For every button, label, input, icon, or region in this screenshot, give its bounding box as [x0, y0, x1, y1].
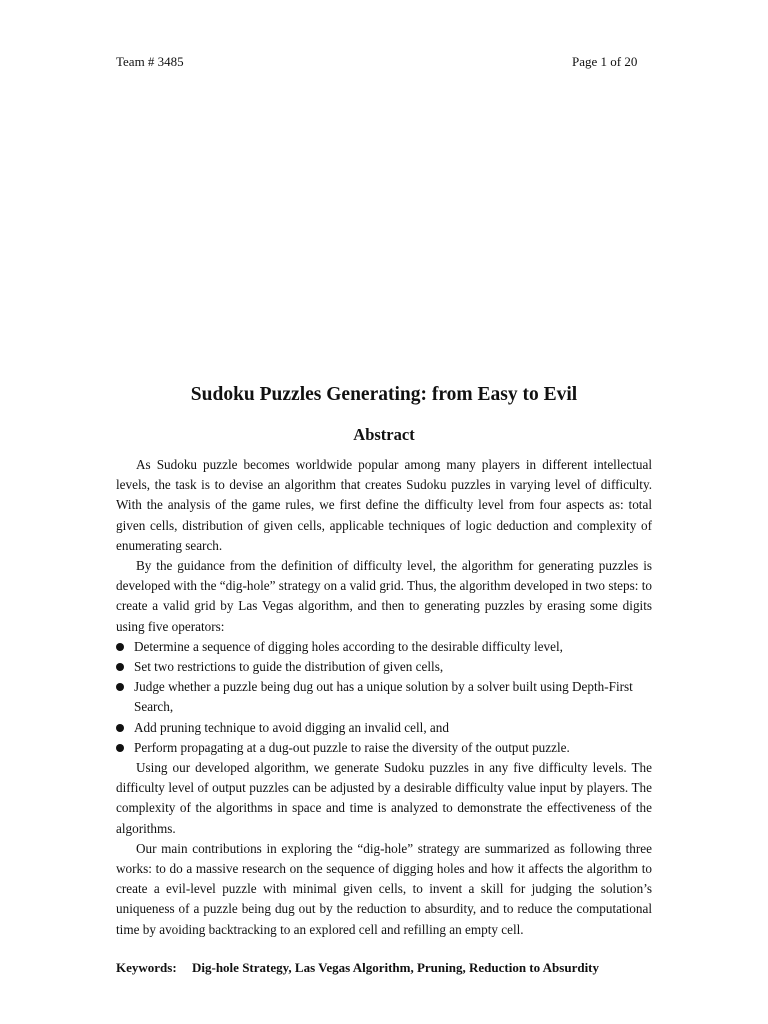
list-item-text: Determine a sequence of digging holes according to the desirable difficulty level, [134, 638, 563, 654]
list-item [116, 677, 652, 717]
keywords-line [116, 959, 599, 977]
abstract-paragraph-1: As Sudoku puzzle becomes worldwide popular among many players in different intellectual levels, the task is to devise an algorithm that creates Sudoku puzzles in varying level of difficulty. With the analysis of the game rules, we first define the difficulty level from four aspects as: total given cells, distribution of given cells, applicable techniques of logic deduction and complexity of enumerating search. [116, 457, 652, 553]
bullet-icon [116, 663, 124, 671]
abstract-heading: Abstract [353, 425, 415, 444]
abstract-body [116, 455, 652, 940]
bullet-icon [116, 744, 124, 752]
bullet-icon [116, 643, 124, 651]
bullet-icon [116, 683, 124, 691]
list-item-text: Add pruning technique to avoid digging an invalid cell, and [134, 719, 449, 735]
header-team-number: Team # 3485 [116, 54, 184, 69]
abstract-paragraph-2: By the guidance from the definition of difficulty level, the algorithm for generating puzzles is developed with the “dig-hole” strategy on a valid grid. Thus, the algorithm developed in two steps: to create a valid grid by Las Vegas algorithm, and then to generating puzzles by erasing some digits using five operators: [116, 558, 652, 634]
operator-list [116, 637, 652, 758]
bullet-icon [116, 724, 124, 732]
list-item [116, 718, 652, 738]
list-item-text: Perform propagating at a dug-out puzzle to raise the diversity of the output puzzle. [134, 739, 570, 755]
list-item-text: Set two restrictions to guide the distribution of given cells, [134, 659, 444, 675]
keywords-text: Dig-hole Strategy, Las Vegas Algorithm, Pruning, Reduction to Absurdity [192, 960, 600, 975]
list-item-text: Judge whether a puzzle being dug out has a unique solution by a solver built using Depth-First Search, [134, 679, 633, 715]
list-item [116, 738, 652, 758]
keywords-label: Keywords: [116, 960, 177, 975]
abstract-paragraph-3: Using our developed algorithm, we generate Sudoku puzzles in any five difficulty levels. The difficulty level of output puzzles can be adjusted by a desirable difficulty value input by players. The complexity of the algorithms in space and time is analyzed to demonstrate the effectiveness of the algorithms. [116, 760, 652, 836]
header-page-number: Page 1 of 20 [572, 54, 638, 69]
paper-title: Sudoku Puzzles Generating: from Easy to Evil [190, 384, 578, 405]
list-item [116, 637, 652, 657]
list-item [116, 657, 652, 677]
abstract-paragraph-4: Our main contributions in exploring the “dig-hole” strategy are summarized as following three works: to do a massive research on the sequence of digging holes and how it affects the algorithm to create a evil-level puzzle with minimal given cells, to invent a skill for judging the solution’s uniqueness of a puzzle being dug out by the reduction to absurdity, and to reduce the computational time by avoiding backtracking to an explored cell and refilling an empty cell. [116, 840, 652, 937]
